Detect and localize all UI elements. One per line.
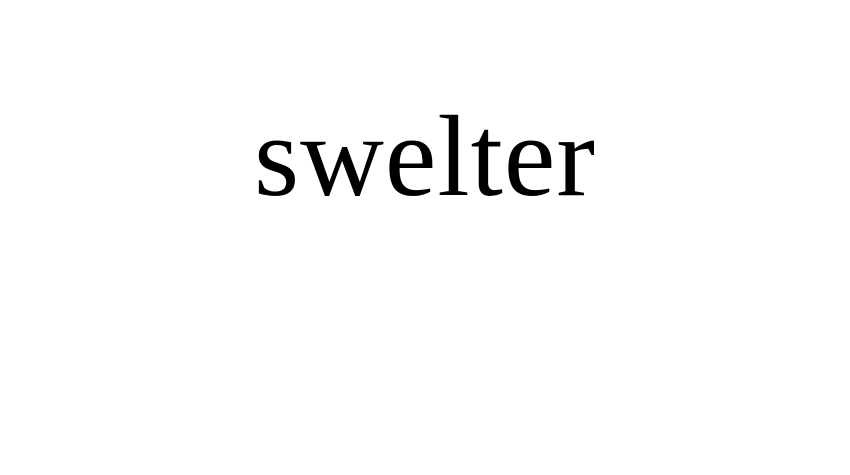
word-text: swelter: [254, 93, 596, 221]
